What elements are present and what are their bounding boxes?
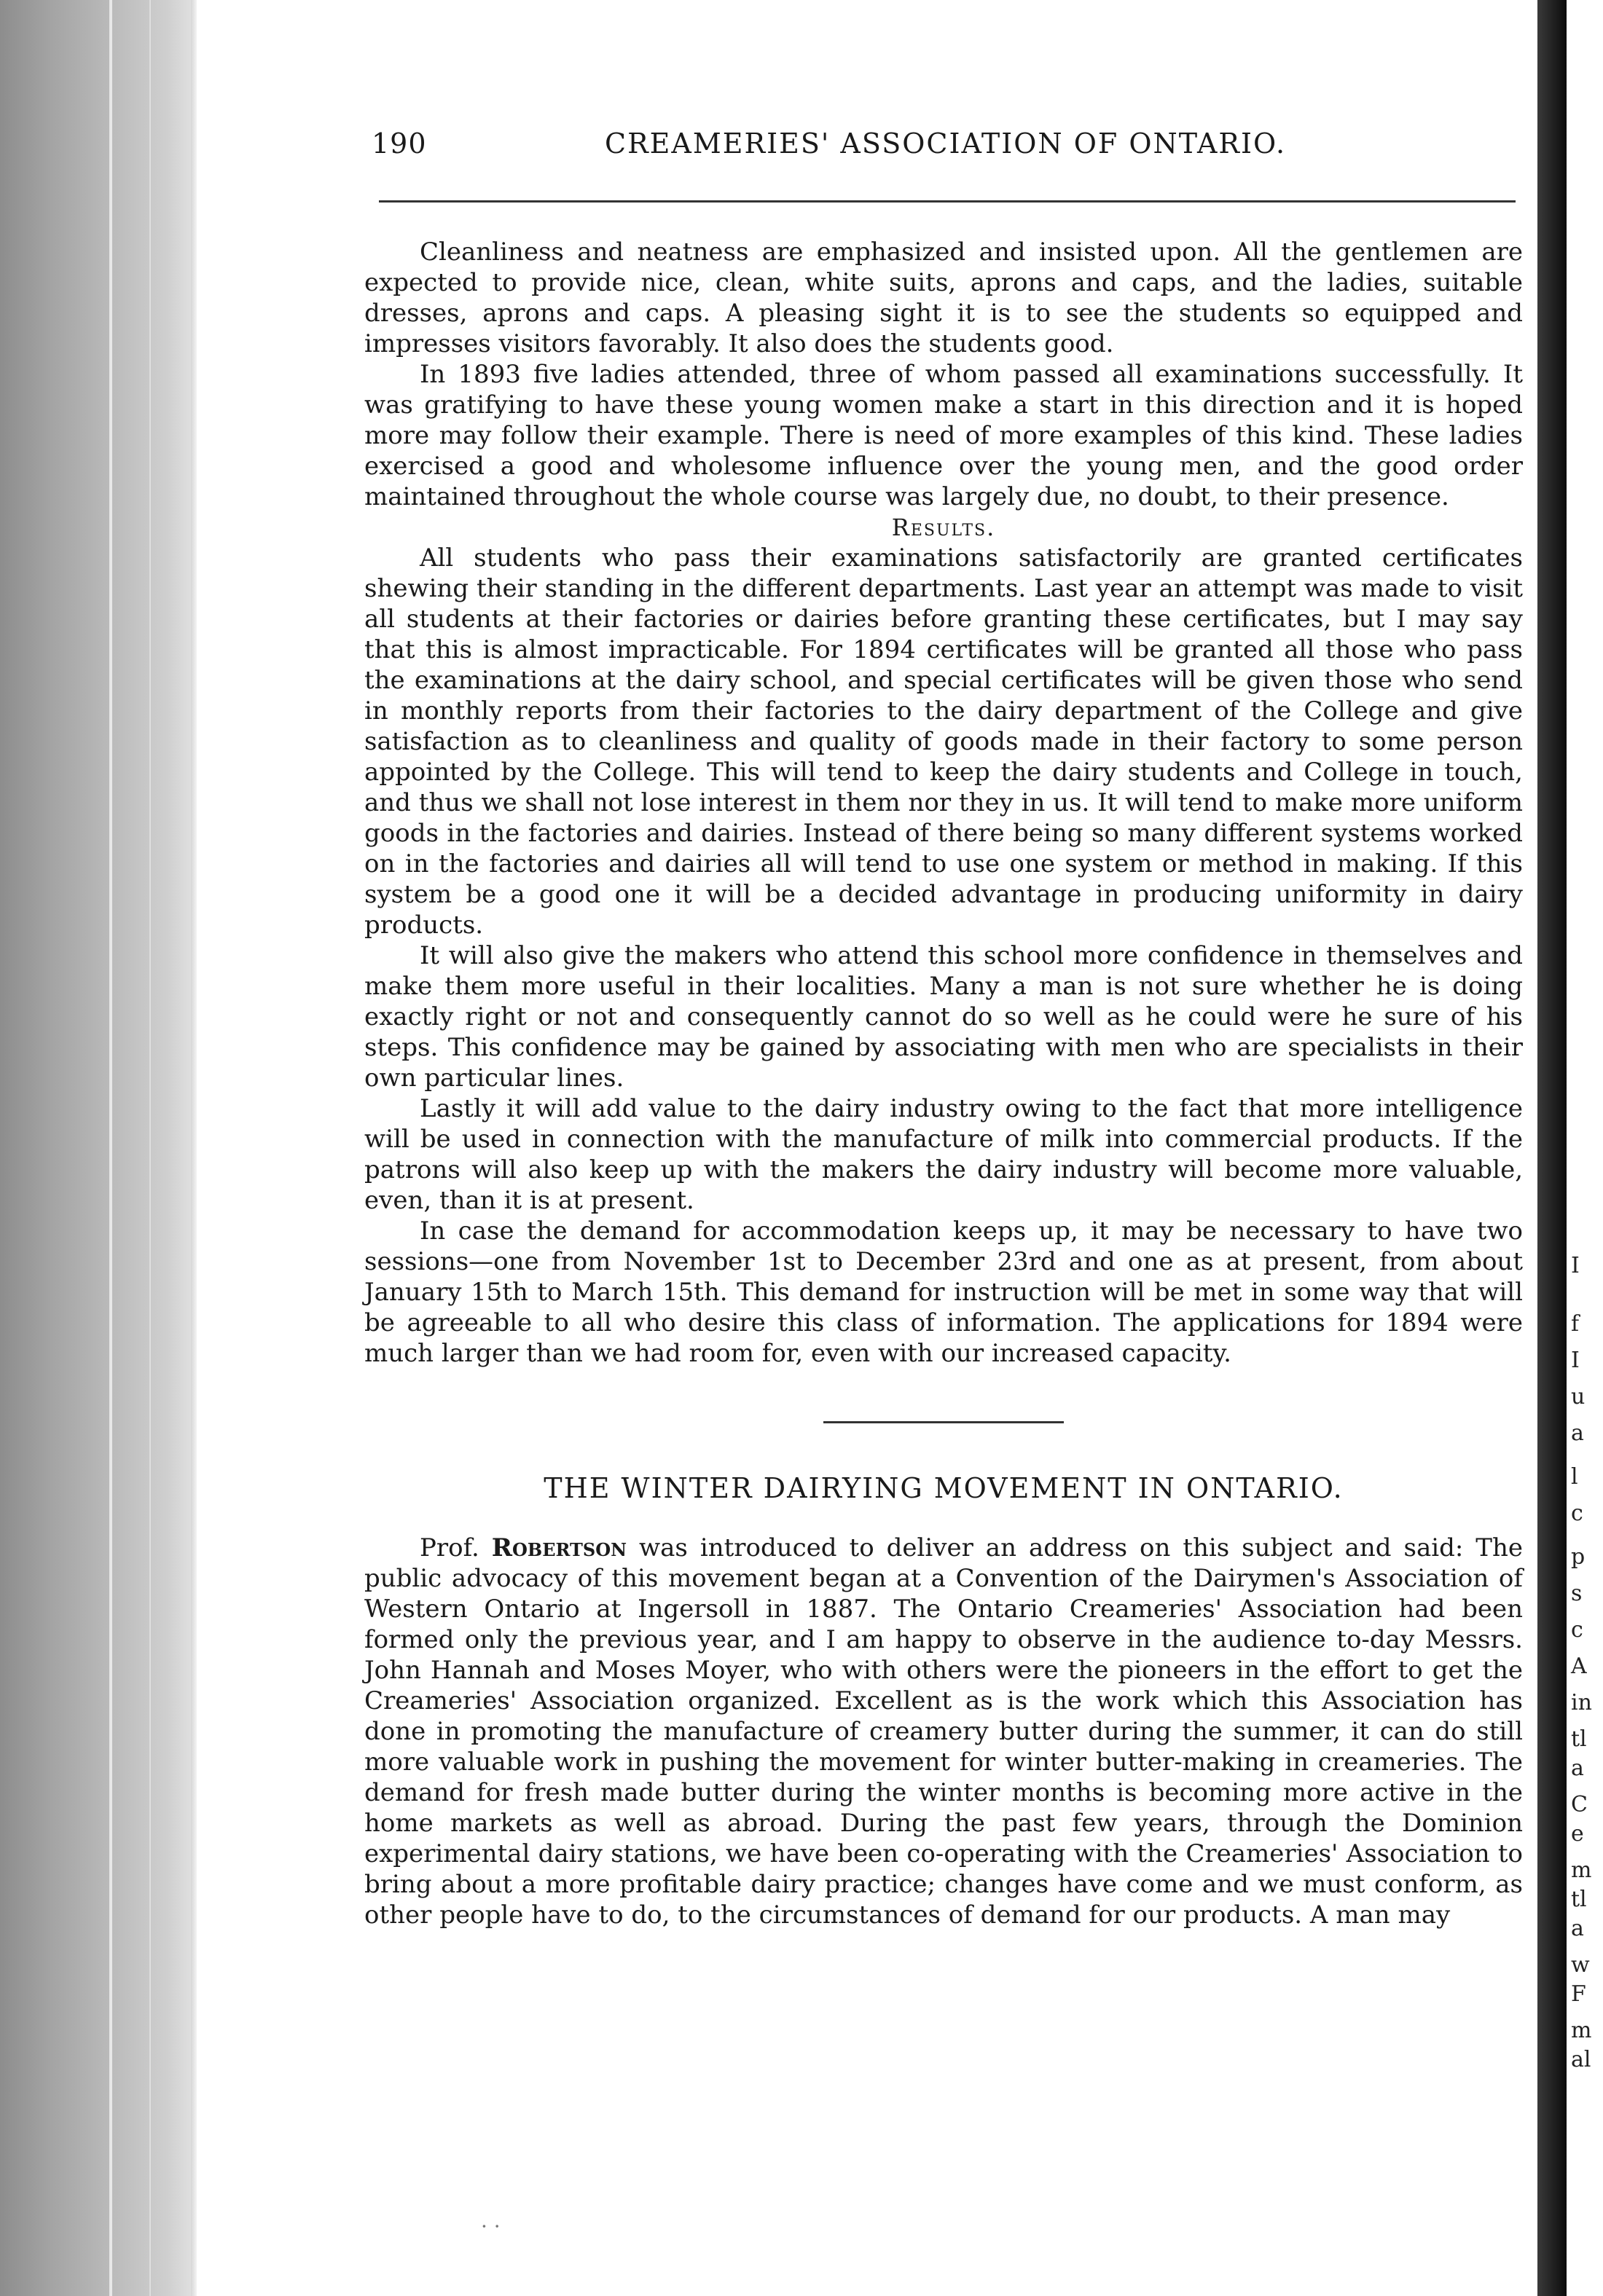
paragraph: Lastly it will add value to the dairy industry owing to the fact that more intelligence will be used in connection with the manufacture of milk into commercial products. If the patrons will also keep up with the makers the dairy industry will become more valuable, even, than it is at present. xyxy=(364,1094,1523,1215)
running-title: CREAMERIES' ASSOCIATION OF ONTARIO. xyxy=(605,127,1287,160)
adjacent-fragment: A xyxy=(1571,1654,1587,1679)
adjacent-fragment: c xyxy=(1571,1501,1583,1526)
body-text xyxy=(364,237,1523,1930)
section-divider xyxy=(823,1421,1064,1423)
paragraph: Cleanliness and neatness are emphasized and insisted upon. All the gentlemen are expected to provide nice, clean, white suits, aprons and caps, and the ladies, suitable dresses, aprons and caps. A pleasing sight it is to see the students so equipped and impresses visitors favorably. It also does the students good. xyxy=(364,237,1523,358)
adjacent-fragment: m xyxy=(1571,1857,1592,1883)
adjacent-fragment: tl xyxy=(1571,1726,1587,1752)
adjacent-fragment: p xyxy=(1571,1544,1586,1570)
adjacent-fragment: a xyxy=(1571,1756,1584,1781)
adjacent-fragment: al xyxy=(1571,2047,1591,2072)
section-heading-results: Results. xyxy=(891,514,996,541)
scan-shadow-right xyxy=(1537,0,1567,2296)
adjacent-fragment: I xyxy=(1571,1253,1580,1278)
adjacent-fragment: w xyxy=(1571,1952,1590,1978)
article-body: was introduced to deliver an address on this subject and said: The public advocacy of this movement began at a Convention of the Dairymen's Association of Western Ontario at Ingersoll in 1887. The Ontario Creameries' Association had been formed only the previous year, and I am happy to observe in the audience to-day Messrs. John Hannah and Moses Moyer, who with others were the pioneers in the effort to get the Creameries' Association organized. Excellent as is the work which this Association has done in promoting the manufacture of creamery butter during the summer, it can do still more valuable work in pushing the movement for winter butter-making in creameries. The demand for fresh made butter during the winter months is becoming more active in the home markets as well as abroad. During the past few years, through the Dominion experimental dairy stations, we have been co-operating with the Creameries' Association to bring about a more profitable dairy practice; changes have come and we must conform, as other people have to do, to the circumstances of demand for our products. A man may xyxy=(364,1533,1523,1930)
adjacent-fragment: a xyxy=(1571,1420,1584,1446)
adjacent-fragment: s xyxy=(1571,1581,1583,1606)
scan-streak xyxy=(149,0,151,2296)
scan-streak xyxy=(109,0,112,2296)
paragraph: All students who pass their examinations satisfactorily are granted certificates shewing their standing in the different departments. Last year an attempt was made to visit all students at their factories or dairies before granting these certificates, but I may say that this is almost impracticable. For 1894 certificates will be granted all those who pass the examinations at the dairy school, and special certificates will be given those who send in monthly reports from their factories to the dairy department of the College and give satisfaction as to cleanliness and quality of goods made in their factory to some person appointed by the College. This will tend to keep the dairy students and College in touch, and thus we shall not lose interest in them nor they in us. It will tend to make more uniform goods in the factories and dairies. Instead of there being so many different systems worked on in the factories and dairies all will tend to use one system or method in making. If this system be a good one it will be a decided advantage in producing uniformity in dairy products. xyxy=(364,543,1523,940)
paragraph: In 1893 five ladies attended, three of whom passed all examinations successfully. It was gratifying to have these young women make a start in this direction and it is hoped more may follow their example. There is need of more examples of this kind. These ladies exercised a good and wholesome influence over the young men, and the good order maintained throughout the whole course was largely due, no doubt, to their presence. xyxy=(364,360,1523,511)
paragraph: In case the demand for accommodation keeps up, it may be necessary to have two sessions—one from November 1st to December 23rd and one as at present, from about January 15th to March 15th. This demand for instruction will be met in some way that will be agreeable to all who desire this class of information. The applications for 1894 were much larger than we had room for, even with our increased capacity. xyxy=(364,1216,1523,1368)
adjacent-fragment: F xyxy=(1571,1981,1586,2007)
adjacent-fragment: e xyxy=(1571,1821,1584,1847)
article-title: THE WINTER DAIRYING MOVEMENT IN ONTARIO. xyxy=(544,1472,1344,1504)
adjacent-fragment: a xyxy=(1571,1916,1584,1941)
article-paragraph xyxy=(364,1533,1523,1930)
page-gutter xyxy=(191,0,197,2296)
adjacent-fragment: u xyxy=(1571,1384,1586,1410)
speaker-name: Robertson xyxy=(491,1533,627,1562)
adjacent-fragment: tl xyxy=(1571,1887,1587,1912)
adjacent-fragment: C xyxy=(1571,1792,1588,1817)
adjacent-fragment: in xyxy=(1571,1690,1592,1715)
paragraph: It will also give the makers who attend this school more confidence in themselves and make them more useful in their localities. Many a man is not sure whether he is doing exactly right or not and consequently cannot do so well as he could were he sure of his steps. This confidence may be gained by associating with men who are specialists in their own particular lines. xyxy=(364,941,1523,1093)
speaker-prefix: Prof. xyxy=(420,1533,479,1562)
page-header xyxy=(364,127,1523,171)
adjacent-fragment: f xyxy=(1571,1311,1580,1337)
adjacent-fragment: c xyxy=(1571,1617,1583,1643)
page-number: 190 xyxy=(372,127,427,160)
book-page xyxy=(364,127,1523,1930)
adjacent-fragment: l xyxy=(1571,1464,1578,1490)
scan-shadow-left xyxy=(0,0,197,2296)
header-rule xyxy=(379,200,1516,203)
adjacent-page-edge xyxy=(1567,0,1603,2296)
adjacent-fragment: I xyxy=(1571,1348,1580,1373)
adjacent-fragment: m xyxy=(1571,2018,1592,2043)
scan-speck: · · xyxy=(481,2214,501,2238)
